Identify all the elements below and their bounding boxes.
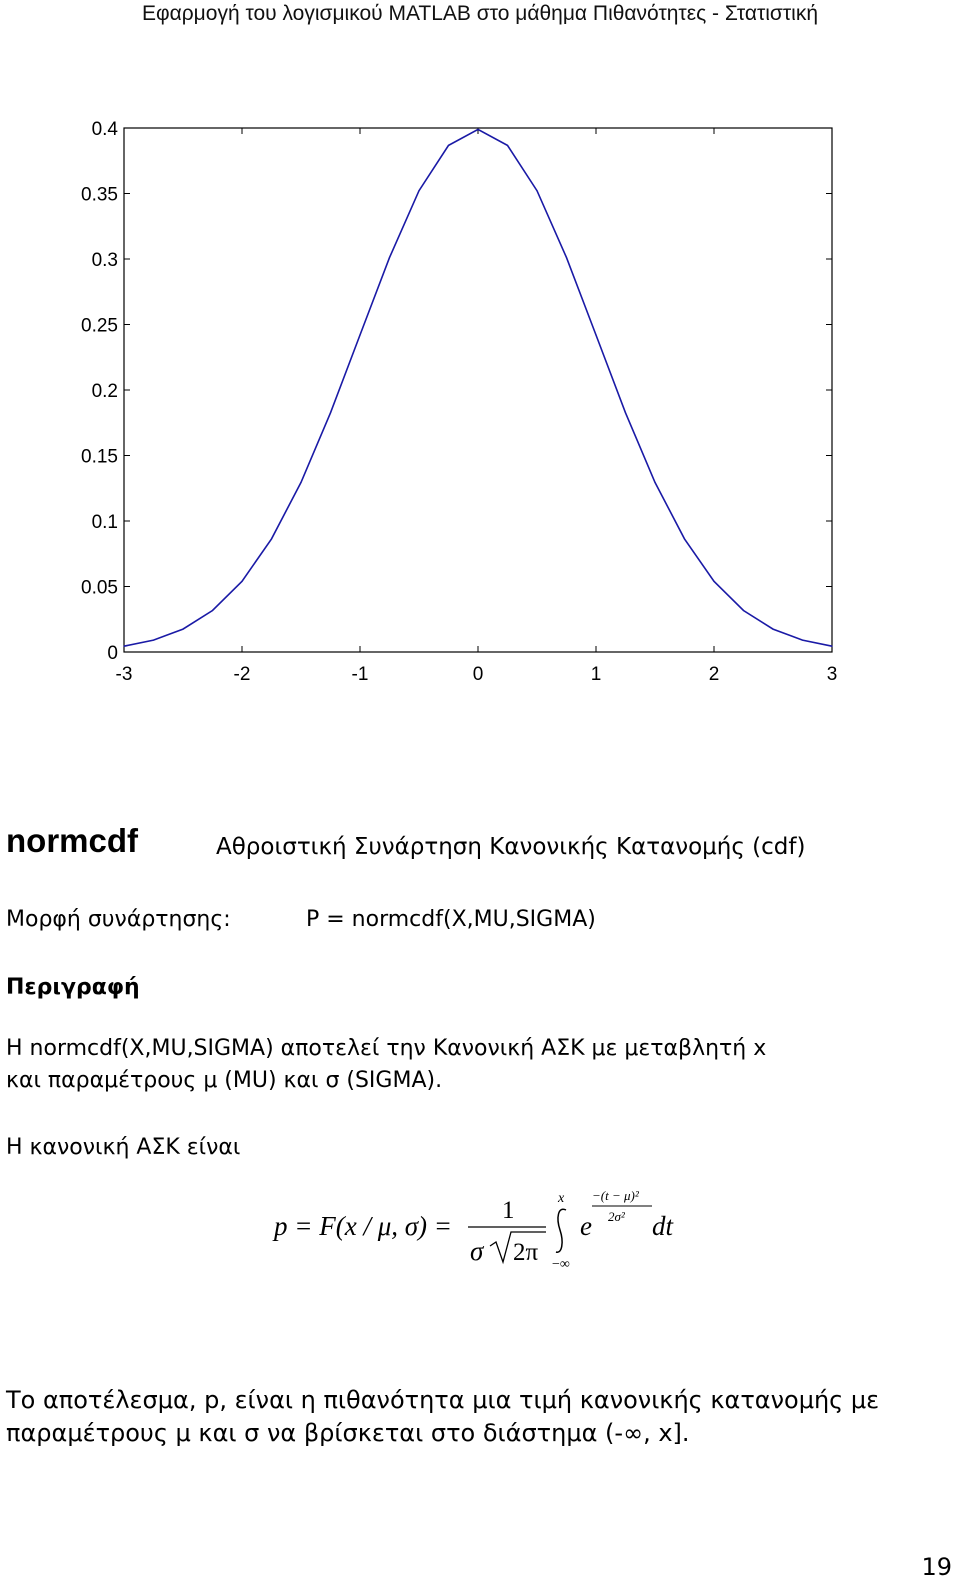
description-paragraph	[6, 1033, 766, 1097]
x-tick-label-3: 0	[472, 664, 484, 685]
syntax-value: P = normcdf(X,MU,SIGMA)	[306, 907, 596, 932]
data-point-18	[654, 482, 655, 483]
data-point-24	[831, 646, 832, 647]
upper-limit: x	[558, 1191, 565, 1206]
data-points	[123, 129, 832, 647]
y-tick-label-4: 0.2	[91, 381, 118, 402]
tick-marks	[124, 128, 832, 652]
data-point-1	[153, 639, 154, 640]
page-number: 19	[921, 1553, 952, 1581]
y-tick-label-5: 0.25	[81, 315, 118, 337]
differential: dt	[652, 1211, 674, 1241]
cdf-formula	[0, 1180, 960, 1280]
data-point-2	[182, 628, 183, 629]
data-point-23	[802, 639, 803, 640]
data-point-13	[507, 145, 508, 146]
data-point-21	[743, 610, 744, 611]
function-description: Αθροιστική Συνάρτηση Κανονικής Κατανομής (cdf)	[216, 834, 806, 860]
description-line-2: και παραμέτρους μ (MU) και σ (SIGMA).	[6, 1068, 443, 1093]
exp-numerator: −(t − μ)²	[592, 1188, 639, 1203]
y-tick-label-2: 0.1	[91, 512, 118, 533]
data-point-22	[772, 628, 773, 629]
y-tick-label-1: 0.05	[81, 577, 118, 599]
data-point-14	[536, 190, 537, 191]
data-point-15	[566, 257, 567, 258]
normal-pdf-chart	[0, 0, 960, 720]
data-point-4	[241, 581, 242, 582]
section-title: Περιγραφή	[6, 975, 140, 1000]
x-tick-label-2: -1	[351, 664, 369, 685]
data-point-9	[389, 257, 390, 258]
data-point-6	[300, 482, 301, 483]
exp-denominator: 2σ²	[608, 1209, 625, 1224]
data-point-0	[123, 646, 124, 647]
formula-root: 2π	[513, 1239, 539, 1266]
x-tick-label-6: 3	[826, 664, 838, 685]
result-paragraph	[6, 1384, 879, 1450]
data-point-10	[418, 190, 419, 191]
exp-base: e	[580, 1211, 592, 1241]
data-point-5	[271, 538, 272, 539]
integral-sign	[556, 1209, 566, 1252]
lower-limit: −∞	[552, 1257, 570, 1272]
y-tick-labels	[81, 119, 118, 664]
formula-lhs: p = F(x / μ, σ) =	[274, 1211, 453, 1241]
result-line-1: Το αποτέλεσμα, p, είναι η πιθανότητα μια τιμή κανονικής κατανομής με	[6, 1386, 880, 1414]
x-tick-labels	[116, 664, 838, 685]
description-line-1: Η normcdf(X,MU,SIGMA) αποτελεί την Κανονική ΑΣΚ με μεταβλητή x	[6, 1036, 767, 1061]
x-tick-label-5: 2	[708, 664, 720, 685]
data-point-3	[212, 610, 213, 611]
formula-sigma: σ	[470, 1236, 484, 1266]
data-point-20	[713, 581, 714, 582]
data-point-8	[359, 334, 360, 335]
result-line-2: παραμέτρους μ και σ να βρίσκεται στο διάστημα (-∞, x].	[6, 1419, 690, 1447]
page-header: Εφαρμογή του λογισμικού MATLAB στο μάθημα Πιθανότητες - Στατιστική	[141, 2, 819, 25]
y-tick-label-7: 0.35	[81, 184, 118, 206]
data-point-17	[625, 412, 626, 413]
intro-text: Η κανονική ΑΣΚ είναι	[6, 1135, 241, 1160]
data-point-7	[330, 412, 331, 413]
x-tick-label-4: 1	[590, 664, 602, 685]
plot-frame	[124, 128, 832, 652]
y-tick-label-6: 0.3	[91, 250, 118, 271]
y-tick-label-3: 0.15	[81, 446, 118, 468]
x-tick-label-1: -2	[233, 664, 251, 685]
x-tick-label-0: -3	[115, 664, 133, 685]
y-tick-label-0: 0	[107, 643, 118, 664]
formula-numerator: 1	[502, 1197, 515, 1224]
series-line	[124, 129, 832, 646]
data-point-16	[595, 334, 596, 335]
syntax-label: Μορφή συνάρτησης:	[6, 907, 231, 932]
data-point-11	[448, 145, 449, 146]
y-tick-label-8: 0.4	[91, 119, 118, 140]
data-point-19	[684, 538, 685, 539]
function-name: normcdf	[6, 822, 138, 859]
data-point-12	[477, 129, 478, 130]
